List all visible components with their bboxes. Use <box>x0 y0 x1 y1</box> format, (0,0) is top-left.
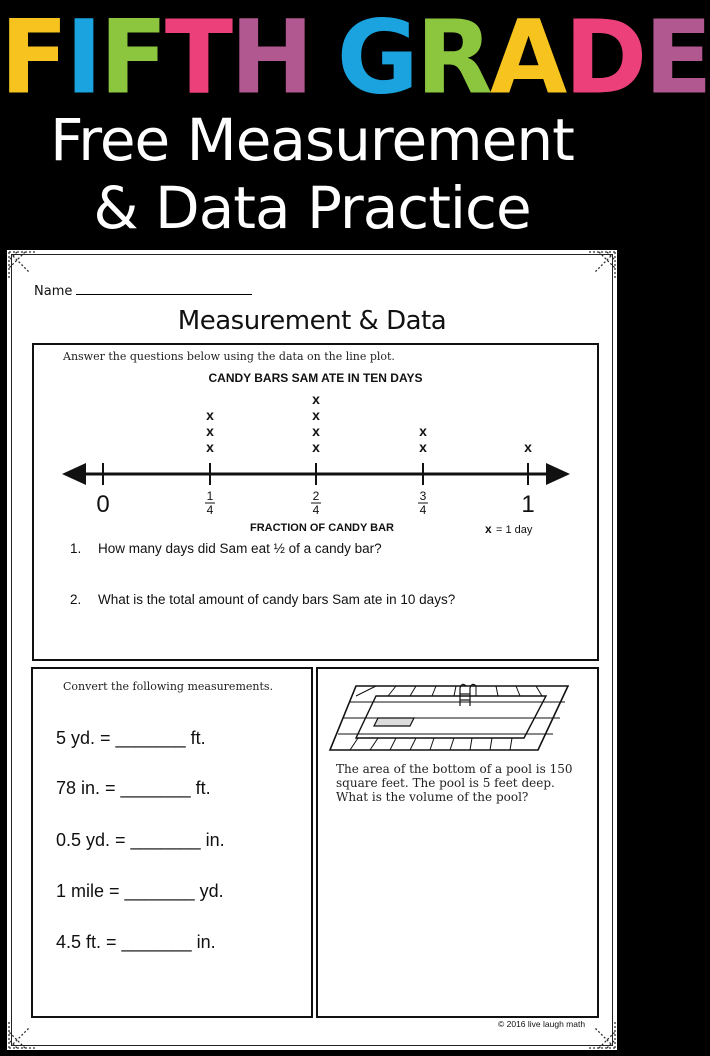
line-plot-instruction: Answer the questions below using the data on the line plot. <box>63 350 395 363</box>
title-letter: I <box>65 0 100 118</box>
tick-label-denominator: 4 <box>312 503 320 517</box>
corner-ornament-icon <box>587 1020 617 1050</box>
plot-mark: x <box>419 439 427 455</box>
plot-mark: x <box>312 391 320 407</box>
key-symbol: x <box>485 522 492 536</box>
left-arrow-icon <box>62 463 86 485</box>
title-letter: A <box>489 0 565 118</box>
tick-label-numerator: 3 <box>419 489 427 503</box>
plot-mark: x <box>312 407 320 423</box>
question-number: 2. <box>70 592 82 607</box>
conversion-instruction: Convert the following measurements. <box>63 680 274 693</box>
right-arrow-icon <box>546 463 570 485</box>
swimming-pool-illustration <box>326 678 576 758</box>
title-letter <box>311 1 337 115</box>
tick-label-numerator: 1 <box>206 489 214 503</box>
name-blank-line[interactable] <box>76 282 252 295</box>
fifth-grade-heading <box>0 0 710 118</box>
pool-problem-text: The area of the bottom of a pool is 150 square feet. The pool is 5 feet deep. What is the volume of the pool? <box>336 762 573 804</box>
plot-mark: x <box>206 407 214 423</box>
plot-mark: x <box>312 439 320 455</box>
plot-mark: x <box>312 423 320 439</box>
tick-label-denominator: 4 <box>206 503 214 517</box>
title-letter: F <box>0 0 66 118</box>
conversion-item: 4.5 ft. = _______ in. <box>56 932 216 952</box>
plot-mark: x <box>419 423 427 439</box>
conversion-item: 0.5 yd. = _______ in. <box>56 830 225 850</box>
name-field <box>34 282 252 299</box>
banner-line-2: & Data Practice <box>93 174 531 242</box>
title-letter: D <box>564 0 645 118</box>
conversion-item: 78 in. = _______ ft. <box>56 778 211 798</box>
line-plot-chart <box>0 380 624 540</box>
plot-mark: x <box>524 439 532 455</box>
corner-ornament-icon <box>7 250 37 280</box>
tick-label: 0 <box>96 491 110 518</box>
line-plot-xlabel: FRACTION OF CANDY BAR <box>249 522 395 534</box>
tick-label-denominator: 4 <box>419 503 427 517</box>
worksheet-title: Measurement & Data <box>177 306 447 336</box>
copyright-notice: © 2016 live laugh math <box>498 1019 586 1029</box>
title-letter: G <box>336 0 416 118</box>
banner-line-1: Free Measurement <box>50 106 574 174</box>
tick-label-numerator: 2 <box>312 489 320 503</box>
title-banner <box>0 0 710 246</box>
title-letter: F <box>99 0 165 118</box>
corner-ornament-icon <box>7 1020 37 1050</box>
tick-label: 1 <box>521 491 535 518</box>
name-label: Name <box>34 284 73 299</box>
conversion-item: 5 yd. = _______ ft. <box>56 728 206 748</box>
title-letter: T <box>164 0 231 118</box>
title-letter: H <box>230 0 311 118</box>
question-number: 1. <box>70 541 82 556</box>
corner-ornament-icon <box>587 250 617 280</box>
question-2 <box>70 592 455 607</box>
title-letter: E <box>644 0 710 118</box>
title-letter: R <box>415 0 490 118</box>
line-plot-title: CANDY BARS SAM ATE IN TEN DAYS <box>208 371 423 385</box>
plot-mark: x <box>206 423 214 439</box>
key-text: = 1 day <box>496 524 533 536</box>
plot-mark: x <box>206 439 214 455</box>
conversion-item: 1 mile = _______ yd. <box>56 881 224 901</box>
question-text: What is the total amount of candy bars Sam ate in 10 days? <box>98 592 456 607</box>
question-1 <box>70 541 382 556</box>
question-text: How many days did Sam eat ½ of a candy bar? <box>98 541 382 556</box>
